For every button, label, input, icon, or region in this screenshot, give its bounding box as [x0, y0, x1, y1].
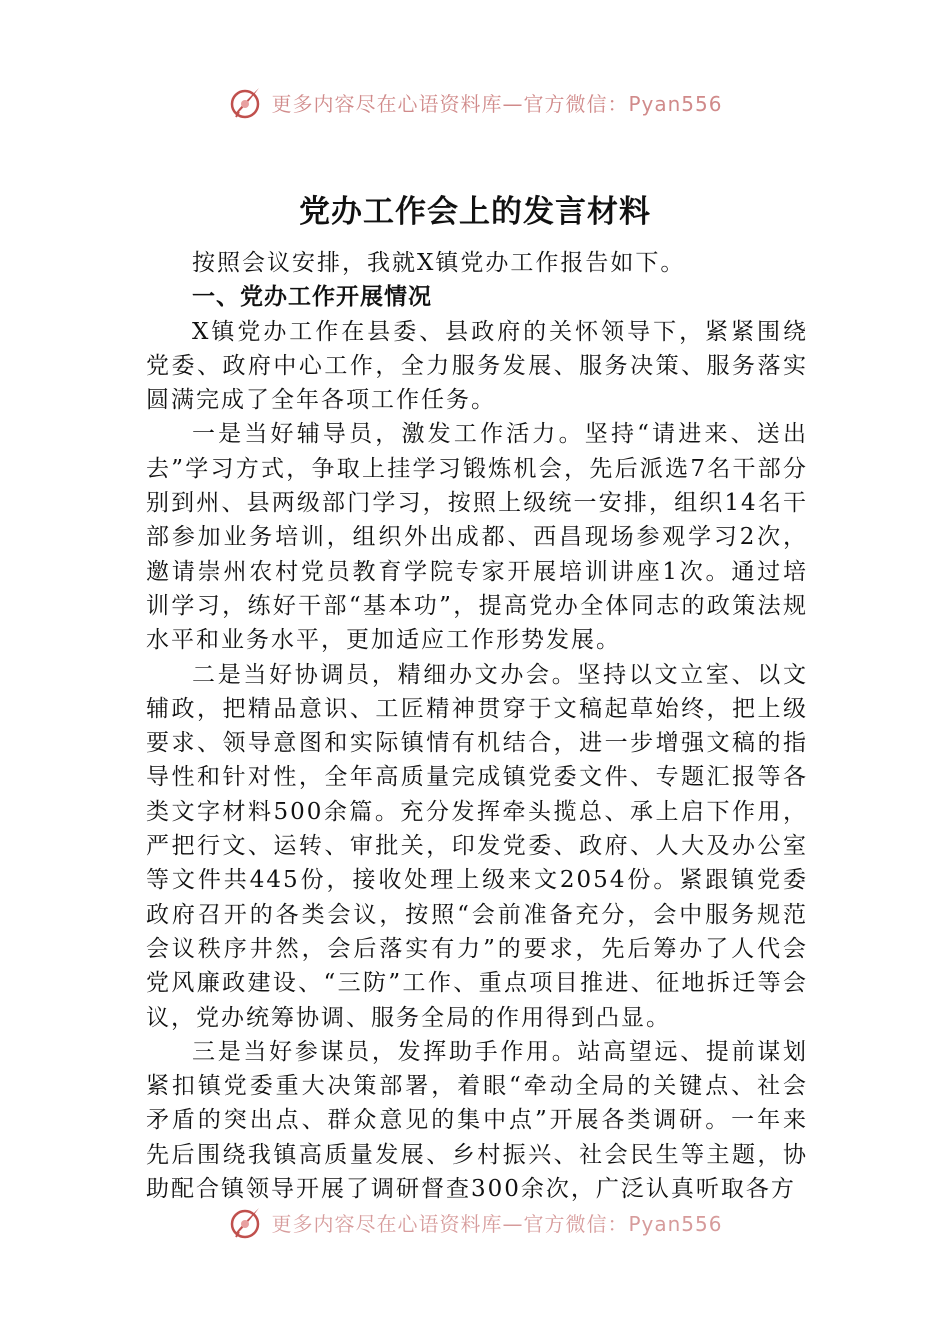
body-paragraph-1: X镇党办工作在县委、县政府的关怀领导下，紧紧围绕党委、政府中心工作，全力服务发展、服务决策、服务落实圆满完成了全年各项工作任务。 — [146, 318, 808, 414]
document-title: 党办工作会上的发言材料 — [299, 194, 651, 230]
document-body — [146, 246, 808, 1206]
quill-ink-logo-icon — [227, 1204, 263, 1240]
body-paragraph-3: 二是当好协调员，精细办文办会。坚持以文立室、以文辅政，把精品意识、工匠精神贯穿于文稿起草始终，把上级要求、领导意图和实际镇情有机结合，进一步增强文稿的指导性和针对性，全年高质量完成镇党委文件、专题汇报等各类文字材料500余篇。充分发挥牵头揽总、承上启下作用，严把行文、运转、审批关，印发党委、政府、人大及办公室等文件共445份，接收处理上级来文2054份。紧跟镇党委政府召开的各类会议，按照“会前准备充分，会中服务规范会议秩序井然，会后落实有力”的要求，先后筹办了人代会党风廉政建设、“三防”工作、重点项目推进、征地拆迁等会议，党办统筹协调、服务全局的作用得到凸显。 — [146, 661, 808, 1031]
watermark-footer — [0, 1204, 950, 1240]
intro-paragraph: 按照会议安排，我就X镇党办工作报告如下。 — [192, 250, 686, 276]
watermark-header — [0, 82, 950, 122]
body-paragraph-2: 一是当好辅导员，激发工作活力。坚持“请进来、送出去”学习方式，争取上挂学习锻炼机会，先后派选7名干部分别到州、县两级部门学习，按照上级统一安排，组织14名干部参加业务培训，组织外出成都、西昌现场参观学习2次，邀请崇州农村党员教育学院专家开展培训讲座1次。通过培训学习，练好干部“基本功”，提高党办全体同志的政策法规水平和业务水平，更加适应工作形势发展。 — [146, 421, 808, 654]
body-paragraph-4: 三是当好参谋员，发挥助手作用。站高望远、提前谋划紧扣镇党委重大决策部署，着眼“牵动全局的关键点、社会矛盾的突出点、群众意见的集中点”开展各类调研。一年来先后围绕我镇高质量发展、乡村振兴、社会民生等主题，协助配合镇领导开展了调研督查300余次，广泛认真听取各方 — [146, 1038, 808, 1203]
watermark-text: 更多内容尽在心语资料库—官方微信：Pyan556 — [271, 91, 723, 116]
section-heading-1: 一、党办工作开展情况 — [192, 284, 432, 311]
watermark-text-footer: 更多内容尽在心语资料库—官方微信：Pyan556 — [271, 1211, 723, 1236]
quill-ink-logo-icon — [227, 84, 263, 120]
